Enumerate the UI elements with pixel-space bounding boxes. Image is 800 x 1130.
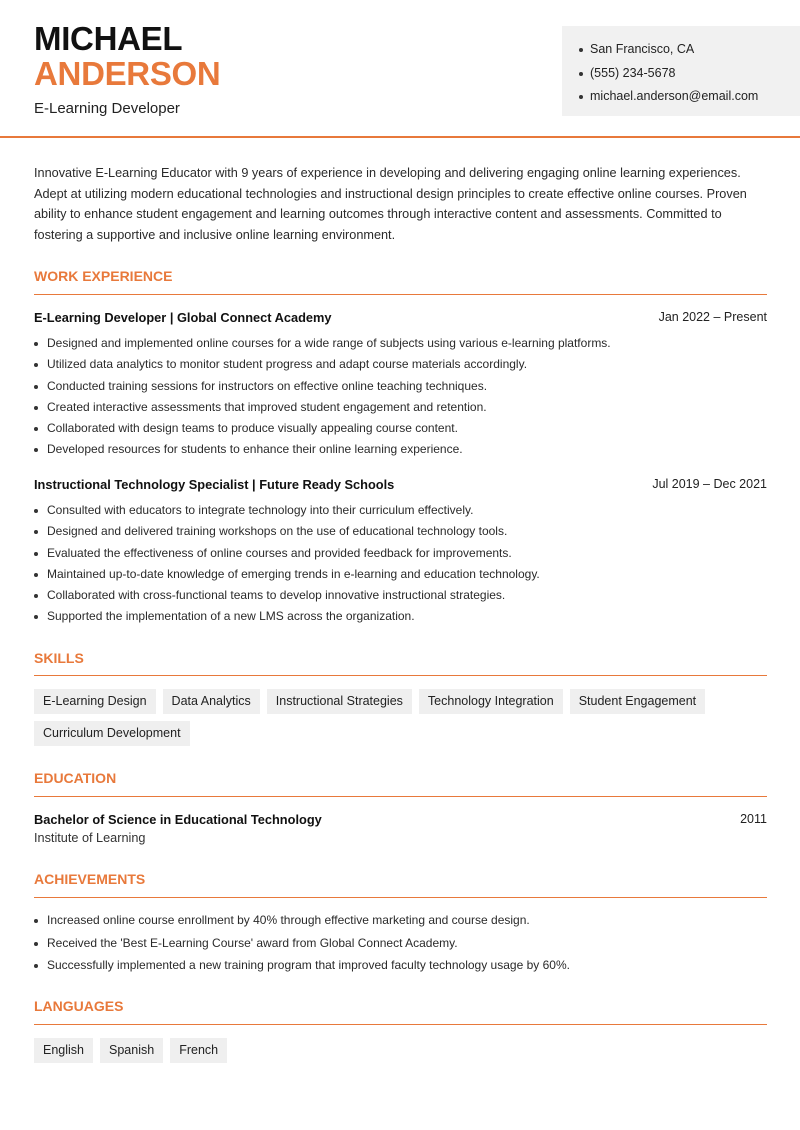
language-chip: French: [170, 1038, 227, 1063]
job-dates: Jul 2019 – Dec 2021: [652, 477, 767, 491]
skills-list: [34, 689, 734, 753]
professional-summary: Innovative E-Learning Educator with 9 years of experience in developing and delivering engaging online learning experiences. Adept at utilizing modern educational technologies and instructional design principles to create effective online courses. Proven ability to enhance student engagement and learning outcomes through interactive content and assessments. Committed to fostering a supportive and inclusive online learning environment.: [34, 166, 747, 242]
list-item: Increased online course enrollment by 40% through effective marketing and course design.: [34, 913, 570, 936]
skill-chip: Data Analytics: [163, 689, 260, 714]
list-item: Evaluated the effectiveness of online courses and provided feedback for improvements.: [34, 546, 540, 567]
achievements-heading: ACHIEVEMENTS: [34, 871, 146, 887]
skill-chip: Technology Integration: [419, 689, 563, 714]
resume-header: [0, 0, 800, 138]
achievements-divider: [34, 897, 767, 898]
job-title: Instructional Technology Specialist | Future Ready Schools: [34, 477, 395, 492]
graduation-year: 2011: [740, 812, 767, 826]
language-chip: English: [34, 1038, 93, 1063]
languages-divider: [34, 1024, 767, 1025]
job-bullets: [34, 336, 611, 464]
list-item: Collaborated with design teams to produce visually appealing course content.: [34, 421, 611, 442]
list-item: Developed resources for students to enhance their online learning experience.: [34, 442, 611, 463]
languages-list: [34, 1038, 734, 1070]
work-experience-divider: [34, 294, 767, 295]
list-item: Supported the implementation of a new LMS across the organization.: [34, 609, 540, 630]
list-item: Received the 'Best E-Learning Course' award from Global Connect Academy.: [34, 936, 570, 959]
list-item: Conducted training sessions for instructors on effective online teaching techniques.: [34, 379, 611, 400]
contact-phone: (555) 234-5678: [579, 62, 800, 86]
contact-email: michael.anderson@email.com: [579, 85, 800, 109]
skill-chip: Student Engagement: [570, 689, 705, 714]
list-item: Designed and implemented online courses for a wide range of subjects using various e-learning platforms.: [34, 336, 611, 357]
achievements-list: [34, 913, 570, 981]
list-item: Created interactive assessments that improved student engagement and retention.: [34, 400, 611, 421]
skill-chip: Instructional Strategies: [267, 689, 412, 714]
skill-chip: Curriculum Development: [34, 721, 190, 746]
job-bullets: [34, 503, 540, 631]
list-item: Consulted with educators to integrate technology into their curriculum effectively.: [34, 503, 540, 524]
full-name: [34, 22, 220, 90]
list-item: Collaborated with cross-functional teams to develop innovative instructional strategies.: [34, 588, 540, 609]
skills-heading: SKILLS: [34, 650, 84, 666]
contact-box: [562, 26, 800, 116]
list-item: Utilized data analytics to monitor student progress and adapt course materials accordingly.: [34, 357, 611, 378]
list-item: Designed and delivered training workshops on the use of educational technology tools.: [34, 524, 540, 545]
list-item: Maintained up-to-date knowledge of emerging trends in e-learning and education technology.: [34, 567, 540, 588]
skills-divider: [34, 675, 767, 676]
language-chip: Spanish: [100, 1038, 163, 1063]
work-experience-heading: WORK EXPERIENCE: [34, 268, 173, 284]
school-name: Institute of Learning: [34, 831, 146, 845]
degree-title: Bachelor of Science in Educational Technology: [34, 812, 322, 827]
education-heading: EDUCATION: [34, 770, 117, 786]
skill-chip: E-Learning Design: [34, 689, 156, 714]
contact-location: San Francisco, CA: [579, 38, 800, 62]
job-role: E-Learning Developer: [34, 100, 180, 117]
languages-heading: LANGUAGES: [34, 998, 124, 1014]
job-dates: Jan 2022 – Present: [658, 310, 767, 324]
first-name: MICHAEL: [34, 20, 183, 57]
last-name: ANDERSON: [34, 55, 221, 92]
list-item: Successfully implemented a new training program that improved faculty technology usage by 60%.: [34, 958, 570, 981]
education-divider: [34, 796, 767, 797]
job-title: E-Learning Developer | Global Connect Academy: [34, 310, 332, 325]
